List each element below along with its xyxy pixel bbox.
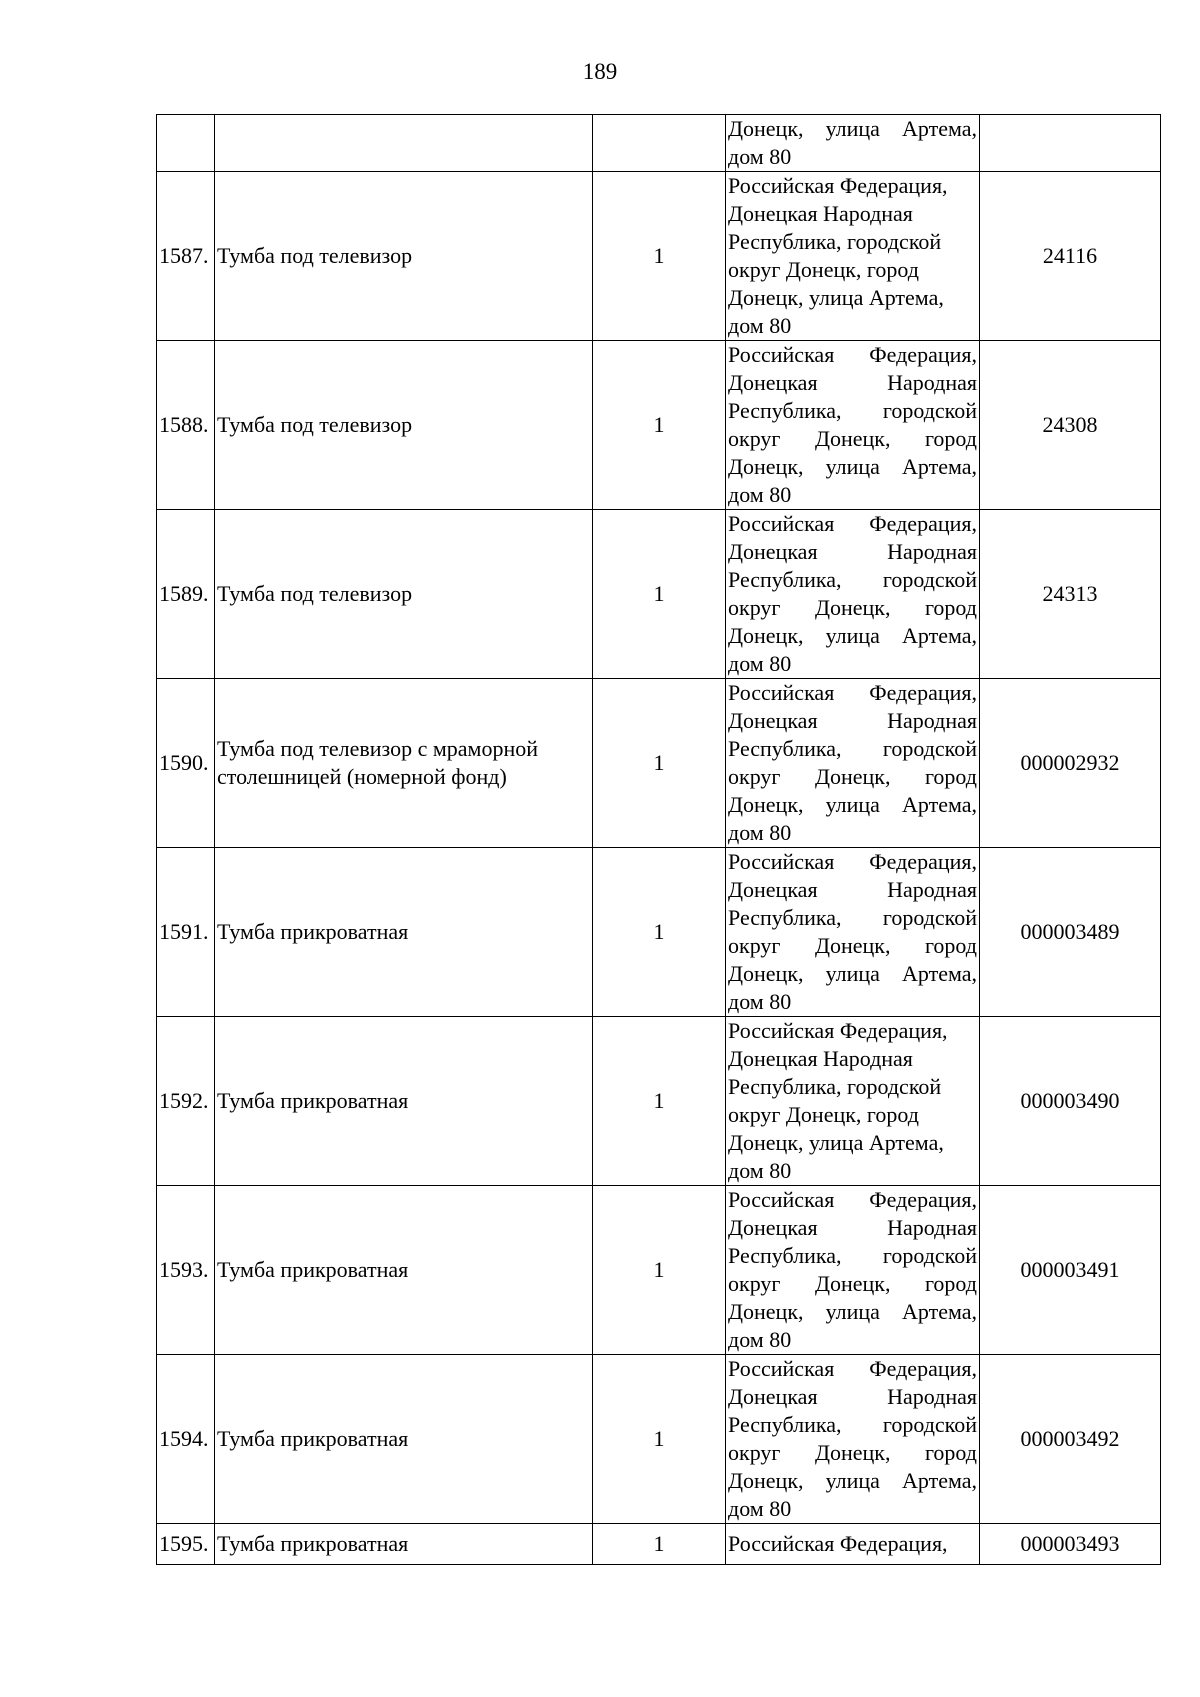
row-number-cell: 1589. bbox=[157, 510, 215, 679]
item-name-cell: Тумба под телевизор bbox=[215, 510, 593, 679]
inventory-number-cell: 000003492 bbox=[980, 1355, 1161, 1524]
quantity-cell: 1 bbox=[593, 341, 726, 510]
address-cell: Российская Федерация, Донецкая Народная Республика, городской округ Донецк, город Донецк, улица Артема, дом 80 bbox=[726, 679, 980, 848]
quantity-cell: 1 bbox=[593, 510, 726, 679]
row-number-cell: 1592. bbox=[157, 1017, 215, 1186]
inventory-number-cell: 000003493 bbox=[980, 1524, 1161, 1565]
table-body bbox=[157, 115, 1161, 1565]
quantity-cell: 1 bbox=[593, 1355, 726, 1524]
table-row bbox=[157, 1017, 1161, 1186]
address-cell: Российская Федерация, Донецкая Народная Республика, городской округ Донецк, город Донецк, улица Артема, дом 80 bbox=[726, 1017, 980, 1186]
property-table bbox=[156, 114, 1161, 1565]
address-cell: Российская Федерация, Донецкая Народная Республика, городской округ Донецк, город Донецк, улица Артема, дом 80 bbox=[726, 1355, 980, 1524]
row-number-cell: 1590. bbox=[157, 679, 215, 848]
item-name-cell: Тумба прикроватная bbox=[215, 848, 593, 1017]
table-row bbox=[157, 172, 1161, 341]
inventory-number-cell: 000002932 bbox=[980, 679, 1161, 848]
row-number-cell: 1588. bbox=[157, 341, 215, 510]
quantity-cell bbox=[593, 115, 726, 172]
inventory-number-cell: 000003491 bbox=[980, 1186, 1161, 1355]
table-row bbox=[157, 848, 1161, 1017]
inventory-number-cell: 24308 bbox=[980, 341, 1161, 510]
table-row bbox=[157, 679, 1161, 848]
quantity-cell: 1 bbox=[593, 1186, 726, 1355]
quantity-cell: 1 bbox=[593, 848, 726, 1017]
inventory-number-cell bbox=[980, 115, 1161, 172]
address-cell: Российская Федерация, Донецкая Народная Республика, городской округ Донецк, город Донецк, улица Артема, дом 80 bbox=[726, 172, 980, 341]
table-row bbox=[157, 1186, 1161, 1355]
row-number-cell: 1593. bbox=[157, 1186, 215, 1355]
row-number-cell bbox=[157, 115, 215, 172]
item-name-cell: Тумба прикроватная bbox=[215, 1355, 593, 1524]
table-row bbox=[157, 115, 1161, 172]
quantity-cell: 1 bbox=[593, 1524, 726, 1565]
address-cell: Российская Федерация, Донецкая Народная Республика, городской округ Донецк, город Донецк, улица Артема, дом 80 bbox=[726, 341, 980, 510]
address-cell: Российская Федерация, bbox=[726, 1524, 980, 1565]
address-cell: Российская Федерация, Донецкая Народная Республика, городской округ Донецк, город Донецк, улица Артема, дом 80 bbox=[726, 848, 980, 1017]
inventory-number-cell: 24116 bbox=[980, 172, 1161, 341]
quantity-cell: 1 bbox=[593, 679, 726, 848]
quantity-cell: 1 bbox=[593, 1017, 726, 1186]
inventory-number-cell: 000003490 bbox=[980, 1017, 1161, 1186]
table-row bbox=[157, 510, 1161, 679]
page-number: 189 bbox=[582, 59, 618, 84]
row-number-cell: 1591. bbox=[157, 848, 215, 1017]
item-name-cell: Тумба под телевизор bbox=[215, 172, 593, 341]
inventory-number-cell: 24313 bbox=[980, 510, 1161, 679]
item-name-cell: Тумба под телевизор bbox=[215, 341, 593, 510]
address-cell: Российская Федерация, Донецкая Народная Республика, городской округ Донецк, город Донецк, улица Артема, дом 80 bbox=[726, 1186, 980, 1355]
item-name-cell: Тумба прикроватная bbox=[215, 1017, 593, 1186]
table-row bbox=[157, 341, 1161, 510]
item-name-cell: Тумба под телевизор с мраморной столешницей (номерной фонд) bbox=[215, 679, 593, 848]
address-cell: Российская Федерация, Донецкая Народная Республика, городской округ Донецк, город Донецк, улица Артема, дом 80 bbox=[726, 510, 980, 679]
row-number-cell: 1587. bbox=[157, 172, 215, 341]
address-cell: Донецк, улица Артема, дом 80 bbox=[726, 115, 980, 172]
table-row bbox=[157, 1355, 1161, 1524]
quantity-cell: 1 bbox=[593, 172, 726, 341]
row-number-cell: 1595. bbox=[157, 1524, 215, 1565]
row-number-cell: 1594. bbox=[157, 1355, 215, 1524]
item-name-cell: Тумба прикроватная bbox=[215, 1524, 593, 1565]
inventory-number-cell: 000003489 bbox=[980, 848, 1161, 1017]
table-row bbox=[157, 1524, 1161, 1565]
item-name-cell bbox=[215, 115, 593, 172]
item-name-cell: Тумба прикроватная bbox=[215, 1186, 593, 1355]
